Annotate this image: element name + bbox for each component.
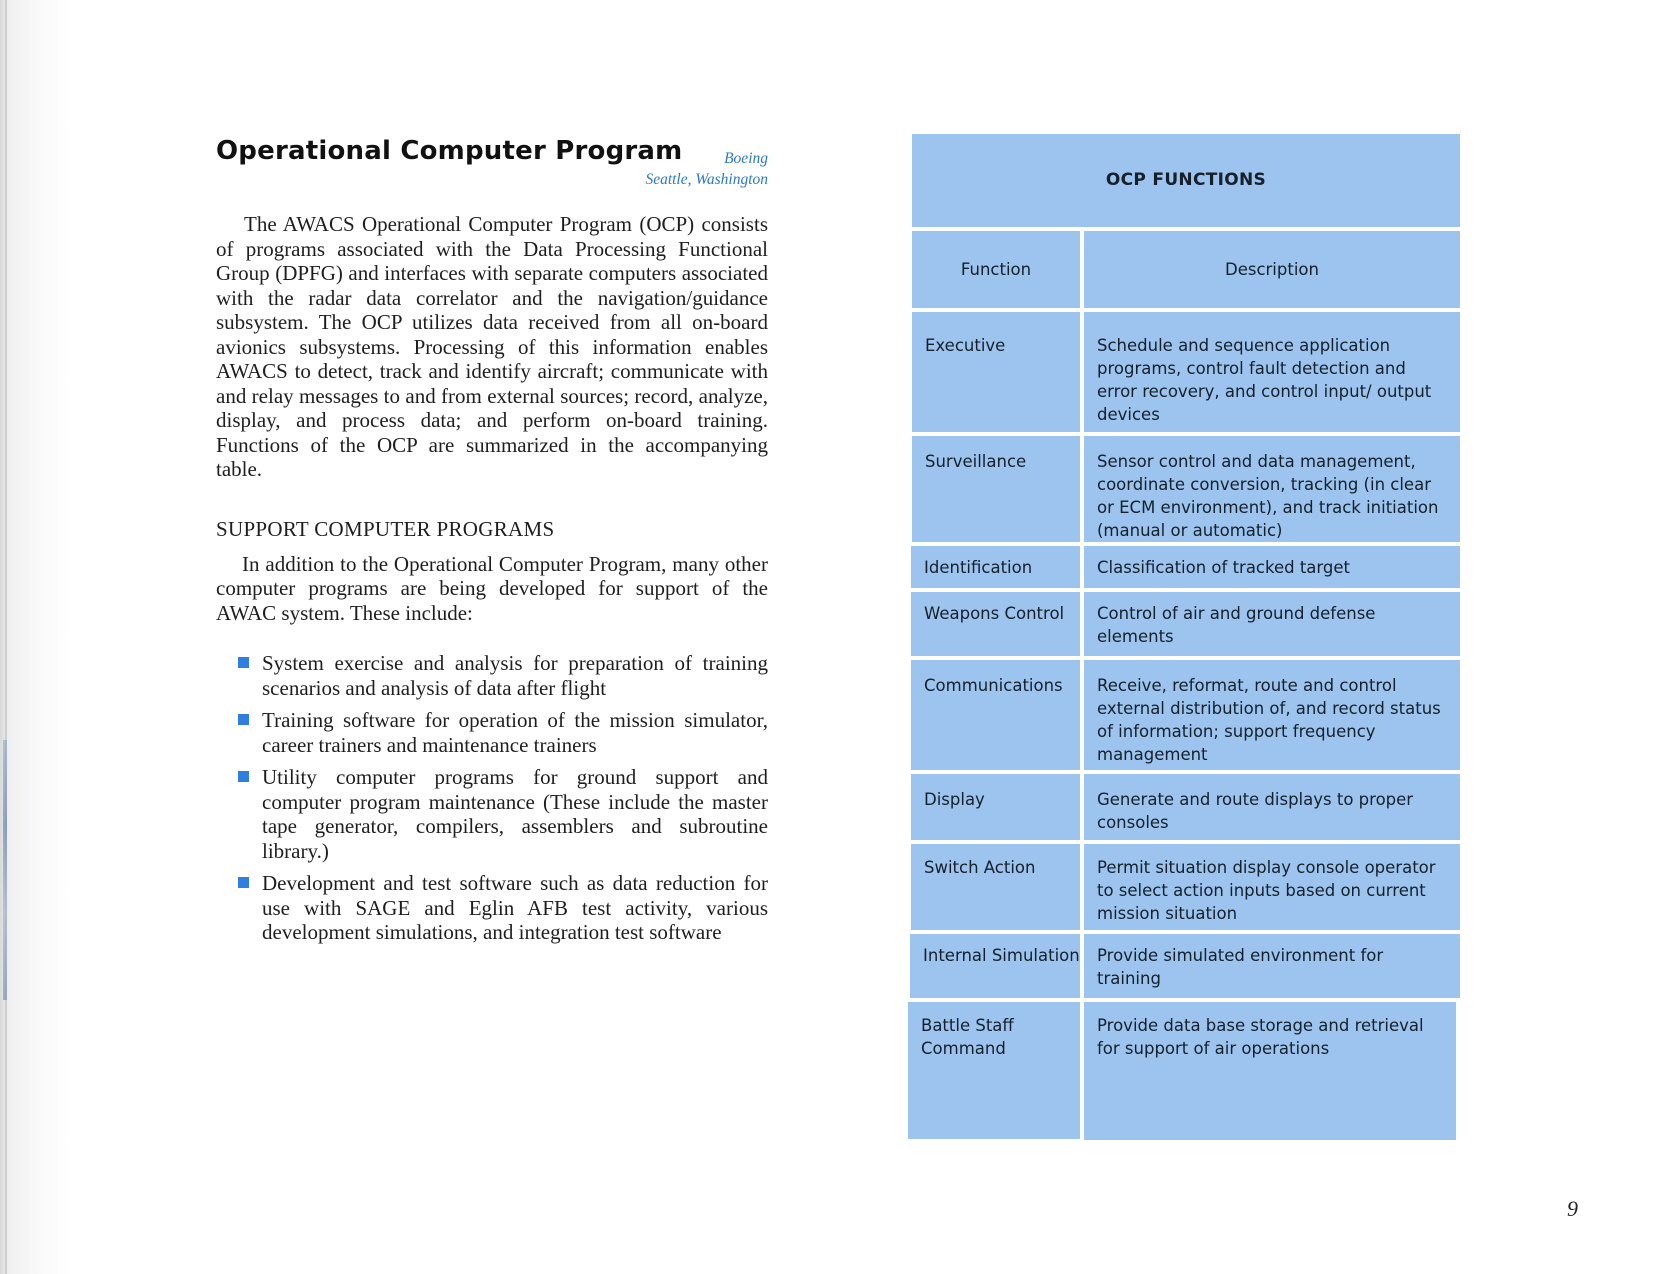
table-cell-description: Permit situation display console operator to select action inputs based on current mission situation <box>1084 844 1460 930</box>
table-cell-description: Control of air and ground defense elements <box>1084 592 1460 656</box>
section-heading: SUPPORT COMPUTER PROGRAMS <box>216 516 555 541</box>
table-cell-function: Identification <box>911 546 1080 588</box>
table-cell-function: Internal Simulation <box>910 934 1080 998</box>
left-column <box>216 130 768 953</box>
list-item <box>216 651 768 700</box>
spine-mark <box>3 740 7 1000</box>
table-cell-description: Generate and route displays to proper consoles <box>1084 774 1460 840</box>
table-cell-function: Battle Staff Command <box>908 1002 1080 1139</box>
intro-paragraph: The AWACS Operational Computer Program (OCP) consists of programs associated with the Data Processing Functional Group (DPFG) and interfaces with separate computers associated with the radar data correlator and the navigation/guidance subsystem. The OCP utilizes data received from all on-board avionics subsystems. Processing of this information enables AWACS to detect, track and identify aircraft; communicate with and relay messages to and from external sources; record, analyze, display, and process data; and perform on-board training. Functions of the OCP are summarized in the accompanying table. <box>216 212 768 481</box>
byline-company: Boeing <box>724 150 768 167</box>
square-bullet-icon <box>238 877 249 888</box>
list-item <box>216 708 768 757</box>
table-cell-function: Communications <box>911 660 1080 770</box>
list-item-text: Training software for operation of the mission simulator, career trainers and maintenance trainers <box>262 708 768 757</box>
column-header-description: Description <box>1084 231 1460 308</box>
title-row <box>216 130 768 190</box>
page-title: Operational Computer Program <box>216 136 683 166</box>
list-item <box>216 765 768 863</box>
table-cell-description: Provide data base storage and retrieval for support of air operations <box>1084 1002 1456 1140</box>
table-cell-description: Receive, reformat, route and control external distribution of, and record status of information; support frequency management <box>1084 660 1460 770</box>
support-intro-paragraph: In addition to the Operational Computer Program, many other computer programs are being developed for support of the AWAC system. These include: <box>216 551 768 625</box>
table-cell-description: Provide simulated environment for training <box>1084 934 1460 998</box>
byline-location: Seattle, Washington <box>645 171 768 188</box>
support-programs-list <box>216 651 768 945</box>
table-cell-function: Surveillance <box>912 436 1080 542</box>
byline <box>645 148 768 190</box>
list-item-text: Development and test software such as data reduction for use with SAGE and Eglin AFB test activity, various development simulations, and integration test software <box>262 871 768 944</box>
page-gutter-shadow <box>0 0 70 1274</box>
table-cell-function: Weapons Control <box>911 592 1080 656</box>
list-item-text: Utility computer programs for ground support and computer program maintenance (These include the master tape generator, compilers, assemblers and subroutine library.) <box>262 765 768 863</box>
square-bullet-icon <box>238 771 249 782</box>
ocp-functions-table <box>908 134 1460 1139</box>
square-bullet-icon <box>238 714 249 725</box>
table-title: OCP FUNCTIONS <box>912 134 1460 227</box>
table-cell-function: Executive <box>912 312 1080 432</box>
table-cell-function: Display <box>911 774 1080 840</box>
square-bullet-icon <box>238 657 249 668</box>
table-cell-description: Schedule and sequence application programs, control fault detection and error recovery, and control input/ output devices <box>1084 312 1460 432</box>
page-edge <box>5 0 7 1274</box>
table-cell-description: Classification of tracked target <box>1084 546 1460 588</box>
list-item-text: System exercise and analysis for preparation of training scenarios and analysis of data after flight <box>262 651 768 700</box>
table-cell-function: Switch Action <box>911 844 1080 930</box>
column-header-function: Function <box>912 231 1080 308</box>
page-number: 9 <box>1567 1196 1578 1221</box>
table-cell-description: Sensor control and data management, coordinate conversion, tracking (in clear or ECM environment), and track initiation (manual or automatic) <box>1084 436 1460 542</box>
list-item <box>216 871 768 945</box>
